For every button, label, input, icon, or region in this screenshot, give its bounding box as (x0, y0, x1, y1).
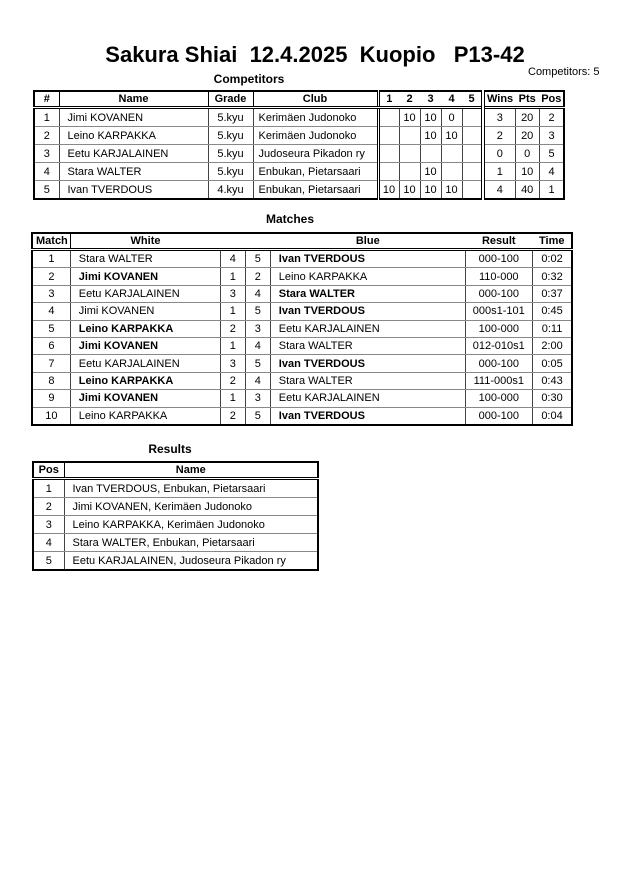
round-score-cell: 10 (420, 163, 441, 181)
col-header-pos: Pos (539, 91, 564, 108)
pos-cell: 3 (539, 127, 564, 145)
match-row (32, 407, 572, 425)
col-header-round-3: 3 (420, 91, 441, 108)
blue-seed-cell: 3 (245, 320, 270, 337)
pos-cell: 4 (539, 163, 564, 181)
match-number-cell: 1 (32, 250, 70, 268)
match-row (32, 320, 572, 337)
competitor-row (34, 145, 564, 163)
match-blue-name-cell: Stara WALTER (270, 285, 465, 302)
result-cell: 100-000 (465, 390, 532, 407)
round-score-cell (462, 145, 483, 163)
match-white-name-cell: Eetu KARJALAINEN (70, 285, 220, 302)
white-seed-cell: 3 (220, 355, 245, 372)
blue-seed-cell: 2 (245, 268, 270, 285)
round-score-cell (462, 181, 483, 200)
results-section-heading: Results (148, 442, 192, 456)
col-header-match: Match (32, 233, 70, 250)
competitor-row (34, 163, 564, 181)
result-pos-cell: 4 (33, 534, 64, 552)
match-white-name-cell: Jimi KOVANEN (70, 390, 220, 407)
result-cell: 012-010s1 (465, 337, 532, 354)
col-header-pts: Pts (515, 91, 539, 108)
match-white-name-cell: Leino KARPAKKA (70, 407, 220, 425)
matches-section-heading: Matches (265, 212, 315, 226)
results-table (32, 461, 319, 571)
match-white-name-cell: Leino KARPAKKA (70, 320, 220, 337)
round-score-cell (378, 108, 399, 127)
competitor-club-cell: Enbukan, Pietarsaari (253, 163, 378, 181)
col-header-name: Name (59, 91, 208, 108)
pos-cell: 2 (539, 108, 564, 127)
time-cell: 0:43 (532, 372, 572, 389)
competitor-club-cell: Judoseura Pikadon ry (253, 145, 378, 163)
match-number-cell: 4 (32, 303, 70, 320)
wins-cell: 3 (483, 108, 515, 127)
round-score-cell: 10 (378, 181, 399, 200)
competitor-name-cell: Eetu KARJALAINEN (59, 145, 208, 163)
pts-cell: 20 (515, 108, 539, 127)
col-header-time: Time (532, 233, 572, 250)
wins-cell: 1 (483, 163, 515, 181)
pts-cell: 40 (515, 181, 539, 200)
match-blue-name-cell: Ivan TVERDOUS (270, 303, 465, 320)
wins-cell: 4 (483, 181, 515, 200)
white-seed-cell: 4 (220, 250, 245, 268)
result-pos-cell: 3 (33, 516, 64, 534)
competitor-name-cell: Jimi KOVANEN (59, 108, 208, 127)
competitor-name-cell: Ivan TVERDOUS (59, 181, 208, 200)
white-seed-cell: 2 (220, 372, 245, 389)
result-row (33, 516, 318, 534)
round-score-cell (399, 163, 420, 181)
result-row (33, 552, 318, 571)
col-header-white: White (70, 233, 220, 250)
white-seed-cell: 2 (220, 407, 245, 425)
competitor-grade-cell: 5.kyu (208, 145, 253, 163)
white-seed-cell: 3 (220, 285, 245, 302)
blue-seed-cell: 3 (245, 390, 270, 407)
result-name-cell: Jimi KOVANEN, Kerimäen Judonoko (64, 498, 318, 516)
match-number-cell: 10 (32, 407, 70, 425)
result-row (33, 498, 318, 516)
result-row (33, 479, 318, 498)
white-seed-cell: 1 (220, 390, 245, 407)
round-score-cell (441, 145, 462, 163)
competitor-grade-cell: 4.kyu (208, 181, 253, 200)
competitor-number-cell: 3 (34, 145, 59, 163)
match-number-cell: 9 (32, 390, 70, 407)
round-score-cell: 0 (441, 108, 462, 127)
match-row (32, 390, 572, 407)
match-blue-name-cell: Stara WALTER (270, 372, 465, 389)
match-number-cell: 3 (32, 285, 70, 302)
round-score-cell (378, 163, 399, 181)
white-seed-cell: 1 (220, 303, 245, 320)
competitor-number-cell: 4 (34, 163, 59, 181)
col-header-blue: Blue (270, 233, 465, 250)
match-row (32, 285, 572, 302)
matches-header-row (32, 233, 572, 250)
blue-seed-cell: 5 (245, 250, 270, 268)
time-cell: 0:32 (532, 268, 572, 285)
competitor-grade-cell: 5.kyu (208, 108, 253, 127)
match-blue-name-cell: Eetu KARJALAINEN (270, 390, 465, 407)
time-cell: 0:05 (532, 355, 572, 372)
result-row (33, 534, 318, 552)
competitors-header-row (34, 91, 564, 108)
col-header-club: Club (253, 91, 378, 108)
col-header-number: # (34, 91, 59, 108)
competitor-club-cell: Kerimäen Judonoko (253, 127, 378, 145)
match-blue-name-cell: Eetu KARJALAINEN (270, 320, 465, 337)
pos-cell: 1 (539, 181, 564, 200)
time-cell: 0:02 (532, 250, 572, 268)
round-score-cell (462, 127, 483, 145)
match-white-name-cell: Jimi KOVANEN (70, 303, 220, 320)
match-blue-name-cell: Ivan TVERDOUS (270, 355, 465, 372)
competitor-name-cell: Stara WALTER (59, 163, 208, 181)
blue-seed-cell: 4 (245, 285, 270, 302)
match-row (32, 372, 572, 389)
round-score-cell (462, 163, 483, 181)
wins-cell: 0 (483, 145, 515, 163)
col-header-round-2: 2 (399, 91, 420, 108)
blue-seed-cell: 5 (245, 407, 270, 425)
wins-cell: 2 (483, 127, 515, 145)
round-score-cell: 10 (441, 181, 462, 200)
result-name-cell: Leino KARPAKKA, Kerimäen Judonoko (64, 516, 318, 534)
pos-cell: 5 (539, 145, 564, 163)
white-seed-cell: 2 (220, 320, 245, 337)
competitor-club-cell: Enbukan, Pietarsaari (253, 181, 378, 200)
competitor-grade-cell: 5.kyu (208, 163, 253, 181)
col-header-grade: Grade (208, 91, 253, 108)
competitor-number-cell: 2 (34, 127, 59, 145)
col-header-round-5: 5 (462, 91, 483, 108)
time-cell: 0:45 (532, 303, 572, 320)
match-white-name-cell: Eetu KARJALAINEN (70, 355, 220, 372)
competitor-number-cell: 1 (34, 108, 59, 127)
col-header-round-4: 4 (441, 91, 462, 108)
round-score-cell (399, 127, 420, 145)
match-number-cell: 7 (32, 355, 70, 372)
match-number-cell: 8 (32, 372, 70, 389)
competitor-name-cell: Leino KARPAKKA (59, 127, 208, 145)
match-number-cell: 5 (32, 320, 70, 337)
match-blue-name-cell: Leino KARPAKKA (270, 268, 465, 285)
competitor-grade-cell: 5.kyu (208, 127, 253, 145)
round-score-cell (378, 127, 399, 145)
round-score-cell (462, 108, 483, 127)
result-name-cell: Stara WALTER, Enbukan, Pietarsaari (64, 534, 318, 552)
match-blue-name-cell: Ivan TVERDOUS (270, 250, 465, 268)
time-cell: 0:30 (532, 390, 572, 407)
match-row (32, 250, 572, 268)
page-title: Sakura Shiai 12.4.2025 Kuopio P13-42 (105, 42, 525, 67)
competitor-club-cell: Kerimäen Judonoko (253, 108, 378, 127)
competitors-section-heading: Competitors (213, 72, 285, 86)
blue-seed-cell: 4 (245, 337, 270, 354)
match-white-name-cell: Jimi KOVANEN (70, 268, 220, 285)
round-score-cell: 10 (420, 108, 441, 127)
white-seed-cell: 1 (220, 268, 245, 285)
match-white-name-cell: Jimi KOVANEN (70, 337, 220, 354)
round-score-cell (441, 163, 462, 181)
results-header-row (33, 462, 318, 479)
result-cell: 000s1-101 (465, 303, 532, 320)
pts-cell: 0 (515, 145, 539, 163)
round-score-cell (378, 145, 399, 163)
competitor-row (34, 127, 564, 145)
result-pos-cell: 1 (33, 479, 64, 498)
round-score-cell: 10 (420, 181, 441, 200)
result-name-cell: Ivan TVERDOUS, Enbukan, Pietarsaari (64, 479, 318, 498)
result-cell: 000-100 (465, 407, 532, 425)
matches-table (31, 232, 573, 426)
match-white-name-cell: Leino KARPAKKA (70, 372, 220, 389)
col-header-white-number (220, 233, 245, 250)
competitors-table (33, 90, 565, 200)
match-number-cell: 2 (32, 268, 70, 285)
blue-seed-cell: 5 (245, 355, 270, 372)
blue-seed-cell: 4 (245, 372, 270, 389)
competitor-row (34, 181, 564, 200)
pts-cell: 10 (515, 163, 539, 181)
match-number-cell: 6 (32, 337, 70, 354)
white-seed-cell: 1 (220, 337, 245, 354)
round-score-cell: 10 (399, 181, 420, 200)
result-cell: 000-100 (465, 355, 532, 372)
match-row (32, 303, 572, 320)
time-cell: 0:37 (532, 285, 572, 302)
time-cell: 0:11 (532, 320, 572, 337)
col-header-wins: Wins (483, 91, 515, 108)
round-score-cell: 10 (441, 127, 462, 145)
round-score-cell: 10 (399, 108, 420, 127)
round-score-cell (399, 145, 420, 163)
col-header-blue-number (245, 233, 270, 250)
result-cell: 110-000 (465, 268, 532, 285)
col-header-name: Name (64, 462, 318, 479)
match-row (32, 268, 572, 285)
blue-seed-cell: 5 (245, 303, 270, 320)
pts-cell: 20 (515, 127, 539, 145)
result-cell: 000-100 (465, 285, 532, 302)
round-score-cell (420, 145, 441, 163)
match-blue-name-cell: Ivan TVERDOUS (270, 407, 465, 425)
competitors-count-label: Competitors: 5 (528, 66, 600, 78)
match-row (32, 337, 572, 354)
match-white-name-cell: Stara WALTER (70, 250, 220, 268)
result-pos-cell: 5 (33, 552, 64, 571)
time-cell: 0:04 (532, 407, 572, 425)
round-score-cell: 10 (420, 127, 441, 145)
result-cell: 100-000 (465, 320, 532, 337)
result-pos-cell: 2 (33, 498, 64, 516)
match-blue-name-cell: Stara WALTER (270, 337, 465, 354)
competitor-number-cell: 5 (34, 181, 59, 200)
col-header-pos: Pos (33, 462, 64, 479)
result-cell: 111-000s1 (465, 372, 532, 389)
result-cell: 000-100 (465, 250, 532, 268)
col-header-round-1: 1 (378, 91, 399, 108)
competitor-row (34, 108, 564, 127)
col-header-result: Result (465, 233, 532, 250)
match-row (32, 355, 572, 372)
time-cell: 2:00 (532, 337, 572, 354)
result-name-cell: Eetu KARJALAINEN, Judoseura Pikadon ry (64, 552, 318, 571)
